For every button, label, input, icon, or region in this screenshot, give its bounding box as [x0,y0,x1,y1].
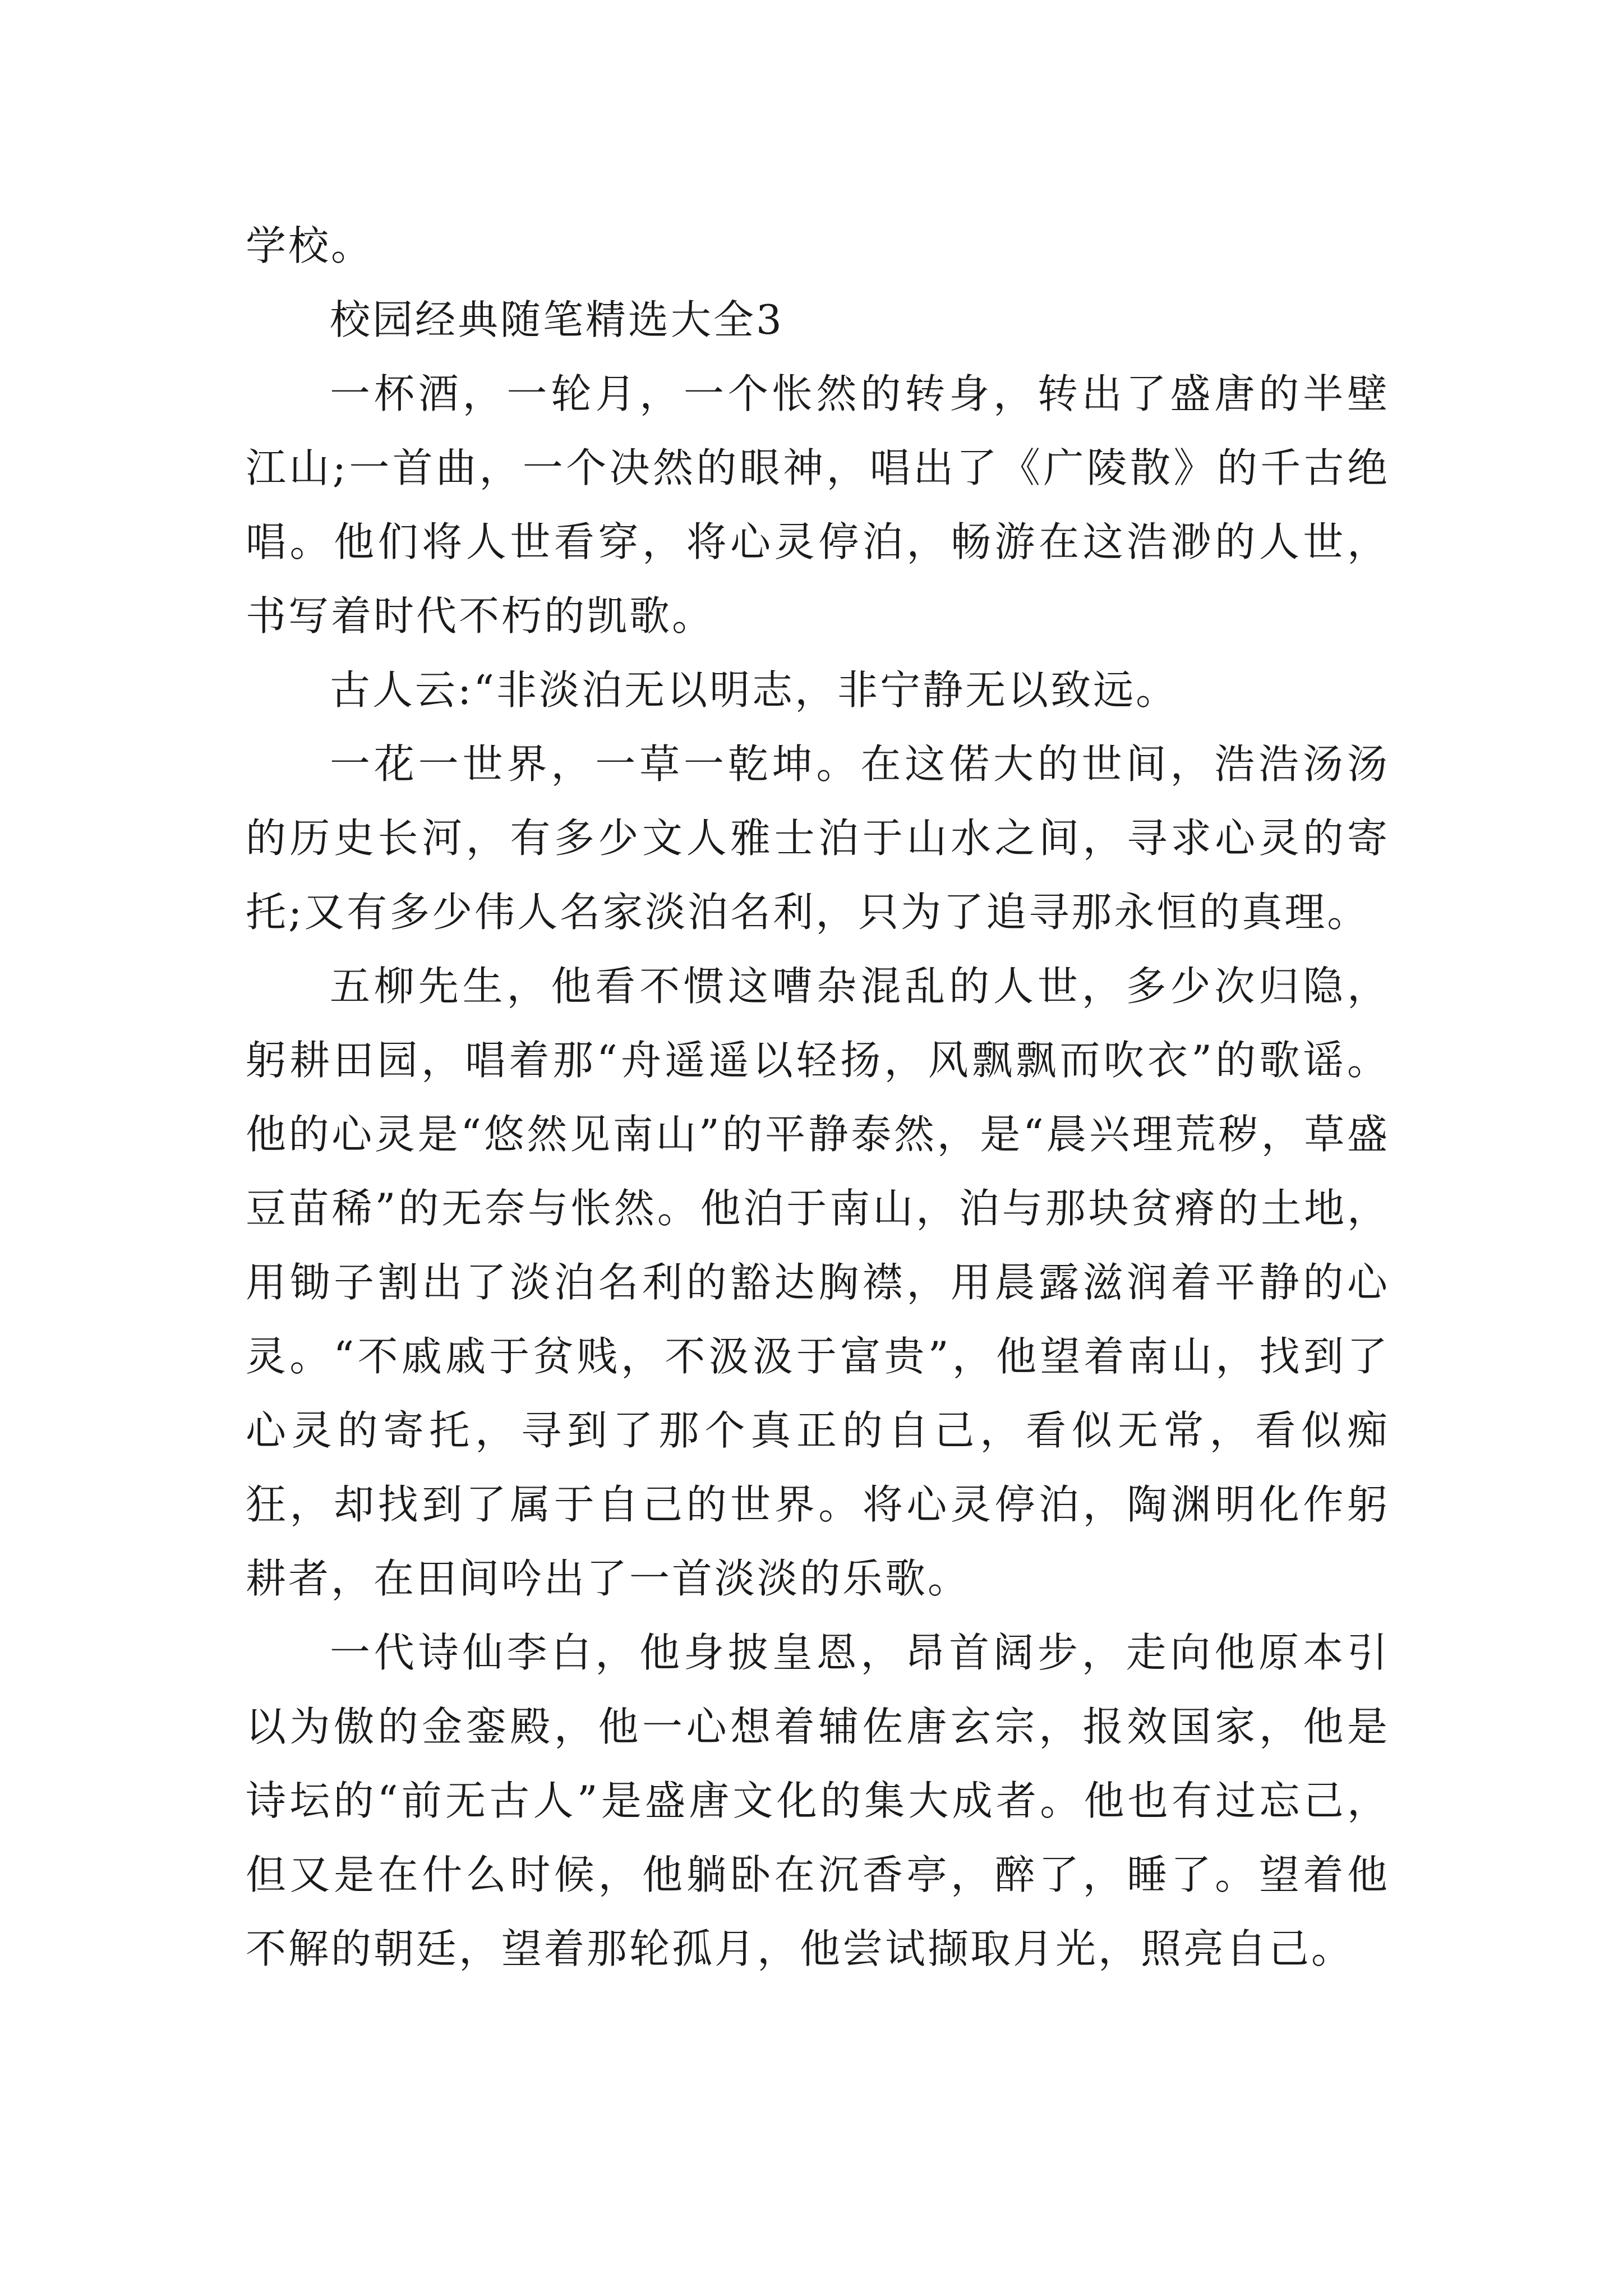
paragraph: 一代诗仙李白，他身披皇恩，昂首阔步，走向他原本引以为傲的金銮殿，他一心想着辅佐唐玄宗，报效国家，他是诗坛的“前无古人”是盛唐文化的集大成者。他也有过忘己，但又是在什么时候，他躺卧在沉香亭，醉了，睡了。望着他不解的朝廷，望着那轮孤月，他尝试撷取月光，照亮自己。 [246,1629,1390,1972]
document-body [246,209,1390,1986]
paragraph: 一杯酒，一轮月，一个怅然的转身，转出了盛唐的半壁江山;一首曲，一个决然的眼神，唱出了《广陵散》的千古绝唱。他们将人世看穿，将心灵停泊，畅游在这浩渺的人世，书写着时代不朽的凯歌。 [246,370,1390,639]
paragraph: 古人云:“非淡泊无以明志，非宁静无以致远。 [330,666,1179,714]
paragraph-continuation: 学校。 [246,222,374,269]
paragraph: 一花一世界，一草一乾坤。在这偌大的世间，浩浩汤汤的历史长河，有多少文人雅士泊于山水之间，寻求心灵的寄托;又有多少伟人名家淡泊名利，只为了追寻那永恒的真理。 [246,740,1390,936]
paragraph: 五柳先生，他看不惯这嘈杂混乱的人世，多少次归隐，躬耕田园，唱着那“舟遥遥以轻扬，风飘飘而吹衣”的歌谣。他的心灵是“悠然见南山”的平静泰然，是“晨兴理荒秽，草盛豆苗稀”的无奈与怅然。他泊于南山，泊与那块贫瘠的土地，用锄子割出了淡泊名利的豁达胸襟，用晨露滋润着平静的心灵。“不戚戚于贫贱，不汲汲于富贵”，他望着南山，找到了心灵的寄托，寻到了那个真正的自己，看似无常，看似痴狂，却找到了属于自己的世界。将心灵停泊，陶渊明化作躬耕者，在田间吟出了一首淡淡的乐歌。 [246,963,1390,1602]
section-heading: 校园经典随笔精选大全3 [330,296,784,343]
